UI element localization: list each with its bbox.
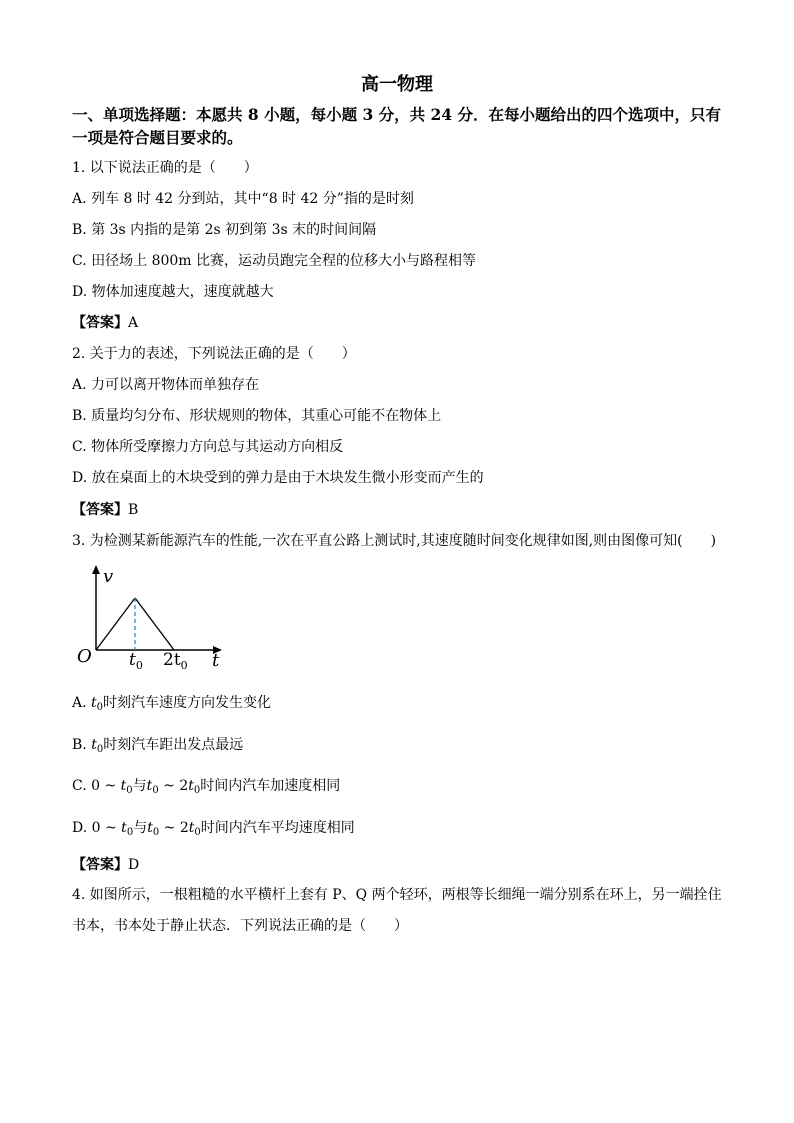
q3-option-d-t2: t [147,820,153,836]
q3-option-d-t3: t [188,820,195,836]
q3-option-c-t3: t [188,778,194,794]
q3-option-d-s3: 0 [194,827,201,838]
q4-stem: 4. 如图所示，一根粗糙的水平横杆上套有 P、Q 两个轻环，两根等长细绳一端分别系在环上，另一端拴住书本，书本处于静止状态．下列说法正确的是（ ） [72,887,722,934]
q3-option-c-mid2: ~ 2 [158,778,189,794]
q3-option-b-t: t [91,737,97,753]
q3-option-d-s1: 0 [126,827,134,838]
q3-option-b-prefix: B. [72,737,92,753]
vt-graph-svg [72,560,232,675]
q3-option-c-s1: 0 [126,785,133,796]
decel-segment [135,598,174,650]
q3-option-d-t1: t [121,820,127,836]
q3-answer-label: 【答案】 [72,857,128,873]
q2-answer-value: B [128,502,139,518]
q3-option-b [72,735,732,760]
q2-option-d: D. 放在桌面上的木块受到的弹力是由于木块发生微小形变而产生的 [72,470,484,486]
t0-tick-sub: 0 [135,659,143,672]
q3-option-c [72,776,732,801]
q2-stem: 2. 关于力的表述，下列说法正确的是（ ） [72,346,356,362]
vt-graph [72,560,232,675]
q2-answer [72,500,732,520]
q2-option-c: C. 物体所受摩擦力方向总与其运动方向相反 [72,439,344,455]
q3-option-d-text: 时间内汽车平均速度相同 [200,820,355,836]
q1-option-b: B. 第 3s 内指的是第 2s 初到第 3s 末的时间间隔 [72,222,377,238]
q3-option-d-prefix: D. 0 ~ [72,820,122,836]
q3-option-a-text: 时刻汽车速度方向发生变化 [103,695,272,711]
accel-segment [96,598,135,650]
q1-answer-label: 【答案】 [72,315,128,331]
two-t0-tick-label [163,650,188,672]
q1-answer [72,313,732,333]
q2-option-b: B. 质量均匀分布、形状规则的物体，其重心可能不在物体上 [72,408,442,424]
two-t0-tick-sub: 0 [180,659,188,672]
q3-option-c-s3: 0 [193,785,201,796]
q3-option-d-s2: 0 [152,827,160,838]
q1-option-a: A. 列车 8 时 42 分到站，其中“8 时 42 分”指的是时刻 [72,191,414,207]
q1-stem: 1. 以下说法正确的是（ ） [72,160,258,176]
q3-option-a-sub: 0 [96,702,104,713]
q3-option-c-s2: 0 [152,785,159,796]
q3-option-d-mid2: ~ 2 [159,820,189,836]
q3-option-c-text: 时间内汽车加速度相同 [200,778,341,794]
origin-label: O [77,646,92,667]
q3-option-d-mid: 与 [133,820,148,836]
q2-option-a: A. 力可以离开物体而单独存在 [72,377,260,393]
q3-option-c-mid: 与 [132,778,147,794]
q3-option-d [72,818,732,843]
q3-option-c-prefix: C. 0 ~ [72,778,121,794]
q3-answer [72,855,732,875]
t0-tick-t: t [129,650,136,670]
v-axis-arrow [92,565,100,574]
q3-option-b-sub: 0 [96,744,104,755]
q3-option-a [72,693,732,718]
t0-tick-label [129,650,143,672]
q1-option-c: C. 田径场上 800m 比赛，运动员跑完全程的位移大小与路程相等 [72,253,477,269]
q3-option-a-t: t [91,695,97,711]
q3-option-c-t2: t [146,778,153,794]
page-title: 高一物理 [361,74,433,95]
v-axis-label: v [103,566,114,587]
q1-option-d: D. 物体加速度越大，速度就越大 [72,284,274,300]
section-heading: 一、单项选择题：本愿共 8 小题，每小题 3 分，共 24 分．在每小题给出的四个选项中，只有一项是符合题目要求的。 [72,105,722,147]
q3-stem: 3. 为检测某新能源汽车的性能,一次在平直公路上测试时,其速度随时间变化规律如图,则由图像可知( ) [72,533,717,549]
t-axis-label: t [212,650,220,671]
q3-option-b-text: 时刻汽车距出发点最远 [103,737,244,753]
q3-option-a-prefix: A. [72,695,92,711]
two-t0-tick-prefix: 2t [163,650,181,670]
q3-answer-value: D [128,857,140,873]
q1-answer-value: A [128,315,139,331]
q3-option-c-t1: t [120,778,127,794]
q2-answer-label: 【答案】 [72,502,128,518]
